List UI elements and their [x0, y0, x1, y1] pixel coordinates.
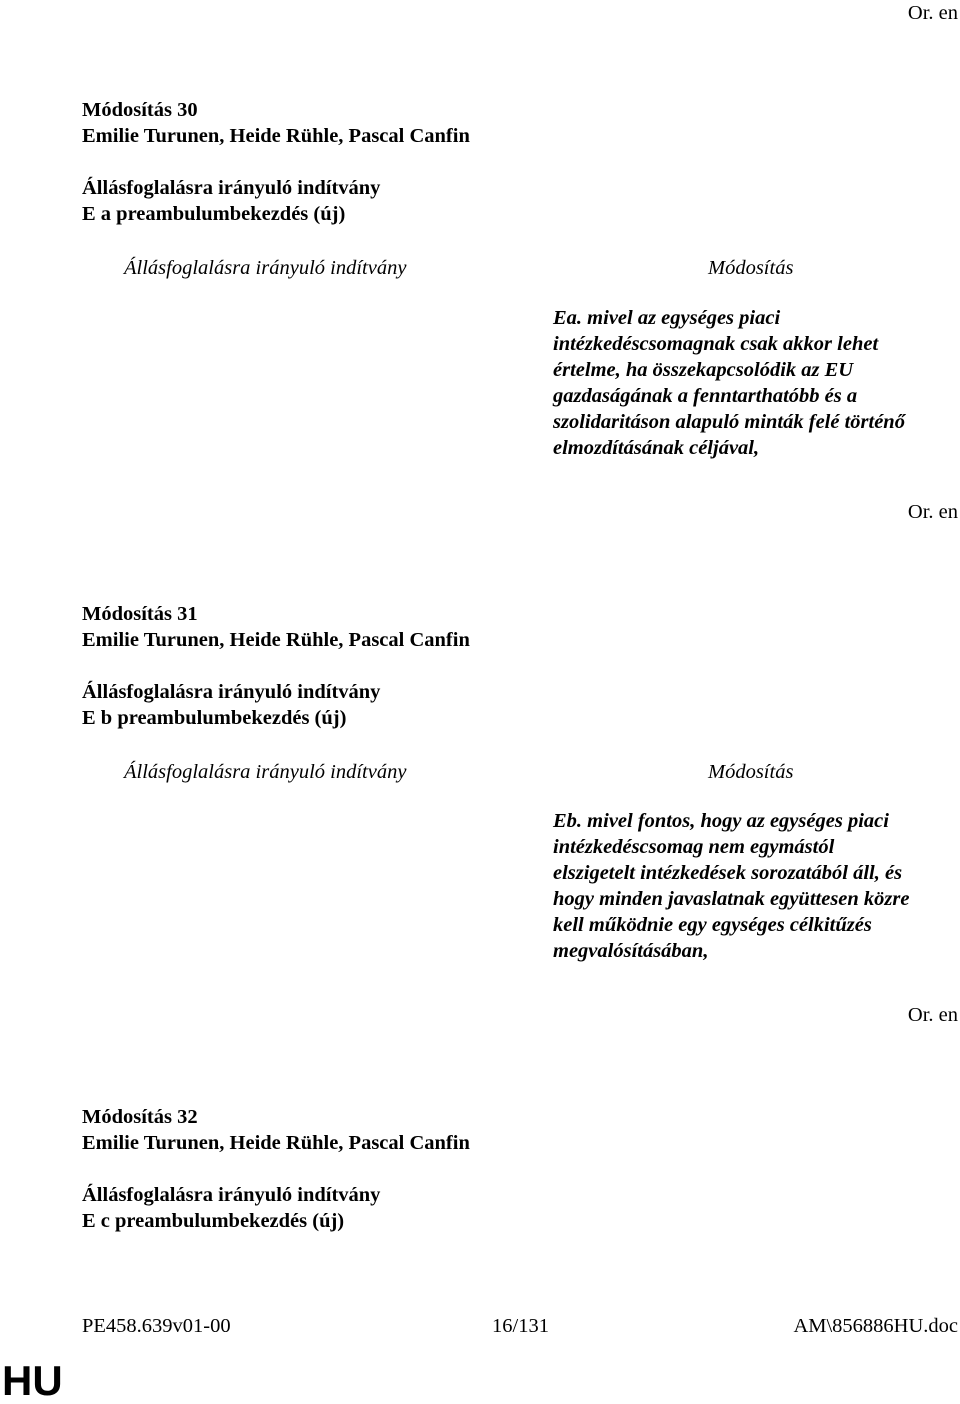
amendment-document: Állásfoglalásra irányuló indítvány [82, 1184, 381, 1206]
amendment-text-line: intézkedéscsomagnak csak akkor lehet [553, 333, 879, 355]
amendment-number: Módosítás 32 [82, 1106, 198, 1128]
original-language: Or. en [907, 501, 958, 523]
amendment-position: E c preambulumbekezdés (új) [82, 1210, 345, 1232]
amendment-position: E b preambulumbekezdés (új) [82, 707, 347, 729]
amendment-number: Módosítás 30 [82, 99, 198, 121]
amendment-text-line: értelme, ha összekapcsolódik az EU [553, 359, 854, 381]
original-language: Or. en [907, 1004, 958, 1026]
amendment-document: Állásfoglalásra irányuló indítvány [82, 681, 381, 703]
amendment-authors: Emilie Turunen, Heide Rühle, Pascal Canfin [82, 125, 470, 147]
column-header-left: Állásfoglalásra irányuló indítvány [124, 257, 407, 279]
amendment-text-line: elszigetelt intézkedések sorozatából áll, és [553, 862, 903, 884]
amendment-text [553, 305, 905, 461]
language-code: HU [2, 1357, 63, 1404]
amendment-authors: Emilie Turunen, Heide Rühle, Pascal Canfin [82, 1132, 470, 1154]
amendment-number: Módosítás 31 [82, 603, 198, 625]
amendment-text [553, 808, 909, 964]
column-header-left: Állásfoglalásra irányuló indítvány [124, 761, 407, 783]
amendment-text-line: szolidaritáson alapuló minták felé történő [553, 411, 905, 433]
amendment-text-line: elmozdításának céljával, [553, 437, 760, 459]
amendment-text-line: Eb. mivel fontos, hogy az egységes piaci [553, 810, 889, 832]
amendment-authors: Emilie Turunen, Heide Rühle, Pascal Canfin [82, 629, 470, 651]
amendment-text-line: Ea. mivel az egységes piaci [553, 307, 781, 329]
amendment-text-line: kell működnie egy egységes célkitűzés [553, 914, 872, 936]
footer-page-number: 16/131 [492, 1315, 549, 1337]
amendment-text-line: megvalósításában, [553, 940, 709, 962]
amendment-text-line: intézkedéscsomag nem egymástól [553, 836, 835, 858]
amendment-document: Állásfoglalásra irányuló indítvány [82, 177, 381, 199]
amendment-text-line: gazdaságának a fenntarthatóbb és a [553, 385, 858, 407]
amendment-position: E a preambulumbekezdés (új) [82, 203, 346, 225]
column-header-right: Módosítás [708, 257, 794, 279]
column-header-right: Módosítás [708, 761, 794, 783]
footer-doc-ref: PE458.639v01-00 [82, 1315, 231, 1337]
footer-file-name: AM\856886HU.doc [793, 1315, 958, 1337]
amendment-text-line: hogy minden javaslatnak együttesen közre [553, 888, 910, 910]
original-language-header: Or. en [907, 2, 958, 24]
